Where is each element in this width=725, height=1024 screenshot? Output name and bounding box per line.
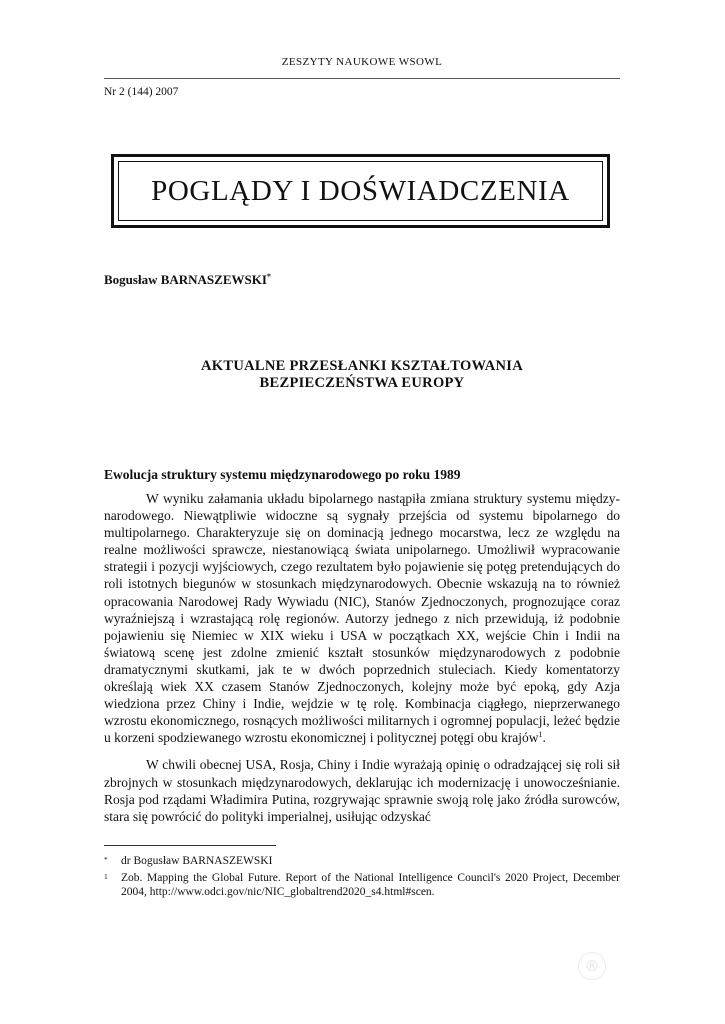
section-title-box [111, 154, 610, 228]
header-rule [104, 78, 620, 79]
body-paragraph-2: W chwili obecnej USA, Rosja, Chiny i Indie wyrażają opinię o odradzającej się roli sił zbrojnych w stosunkach międzynarodowych, deklarując ich modernizację i unowocześnianie. Rosja pod rządami Władimira Putina, rozgrywając sprawnie swoją rolę jako źródła surowców, stara się powrócić do polityki imperialnej, usiłując odzyskać [104, 757, 620, 824]
registered-mark-icon: ® [578, 952, 606, 980]
body-paragraph-1-end: . [542, 730, 546, 746]
footnote-author [104, 854, 620, 868]
issue-number: Nr 2 (144) 2007 [104, 86, 179, 98]
footnote-text: dr Bogusław BARNASZEWSKI [121, 855, 273, 867]
running-header: ZESZYTY NAUKOWE WSOWL [281, 56, 443, 68]
body-paragraph-1-text: W wyniku załamania układu bipolarnego nastąpiła zmiana struktury systemu międzynarodowego. Niewątpliwie widoczne są sygnały przejścia od systemu bipolarnego do multipolarnego. Charakteryzuje się on dominacją jednego mocarstwa, lecz ze względu na realne możliwości sprawcze, niestanowiącą świata unipolarnego. Umożliwił wypracowanie strategii i pozycji wyjściowych, czego rezultatem było pojawienie się potęg pretendujących do roli istotnych biegunów w stosunkach międzynarodowych. Obecnie wskazują na to również opracowania Narodowej Rady Wywiadu (NIC), Stanów Zjednoczonych, prognozujące coraz wyraźniejszą i wzrastającą rolę regionów. Autorzy jednego z nich przewidują, iż podobnie pojawieniu się Niemiec w XIX wieku i USA w początkach XX, wejście Chin i Indii na światową scenę jest zdolne zmienić kształt stosunków międzynarodowych z podobnie dramatycznymi skutkami, jak te w dwóch poprzednich stuleciach. Kiedy komentatorzy określają wiek XX czasem Stanów Zjednoczonych, kolejny może być epoką, gdy Azja wiedziona przez Chiny i Indie, wejdzie w tę rolę. Kombinacja ciągłego, nieprzerwanego wzrostu ekonomicznego, rosnących możliwości militarnych i ogromnej populacji, leżeć będzie u korzeni spodziewanego wzrostu ekonomicznej i politycznej potęgi obu krajów [104, 491, 620, 746]
author-footnote-mark[interactable]: * [266, 272, 271, 281]
footnote-mark: 1 [104, 872, 108, 882]
section-title: POGLĄDY I DOŚWIADCZENIA [151, 174, 570, 207]
footnote-1 [104, 871, 620, 899]
author-line [104, 272, 271, 288]
footnote-rule [104, 845, 276, 846]
section-title-inner-frame [118, 161, 603, 221]
footnote-text: Zob. Mapping the Global Future. Report of the National Intelligence Council's 2020 Project, December 2004, http://www.odci.gov/nic/NIC_globaltrend2020_s4.html#scen. [121, 872, 620, 899]
footnote-reference-1[interactable]: 1 [538, 730, 543, 740]
body-paragraph-1 [104, 490, 620, 746]
footnote-mark: * [104, 855, 108, 864]
footnotes [104, 854, 620, 903]
body-text [104, 490, 620, 835]
section-heading: Ewolucja struktury systemu międzynarodowego po roku 1989 [104, 467, 461, 482]
article-title-line-2: BEZPIECZEŃSTWA EUROPY [259, 375, 465, 391]
article-title-line-1: AKTUALNE PRZESŁANKI KSZTAŁTOWANIA [201, 358, 523, 374]
article-title [104, 358, 620, 392]
author-name: Bogusław BARNASZEWSKI [104, 272, 267, 287]
